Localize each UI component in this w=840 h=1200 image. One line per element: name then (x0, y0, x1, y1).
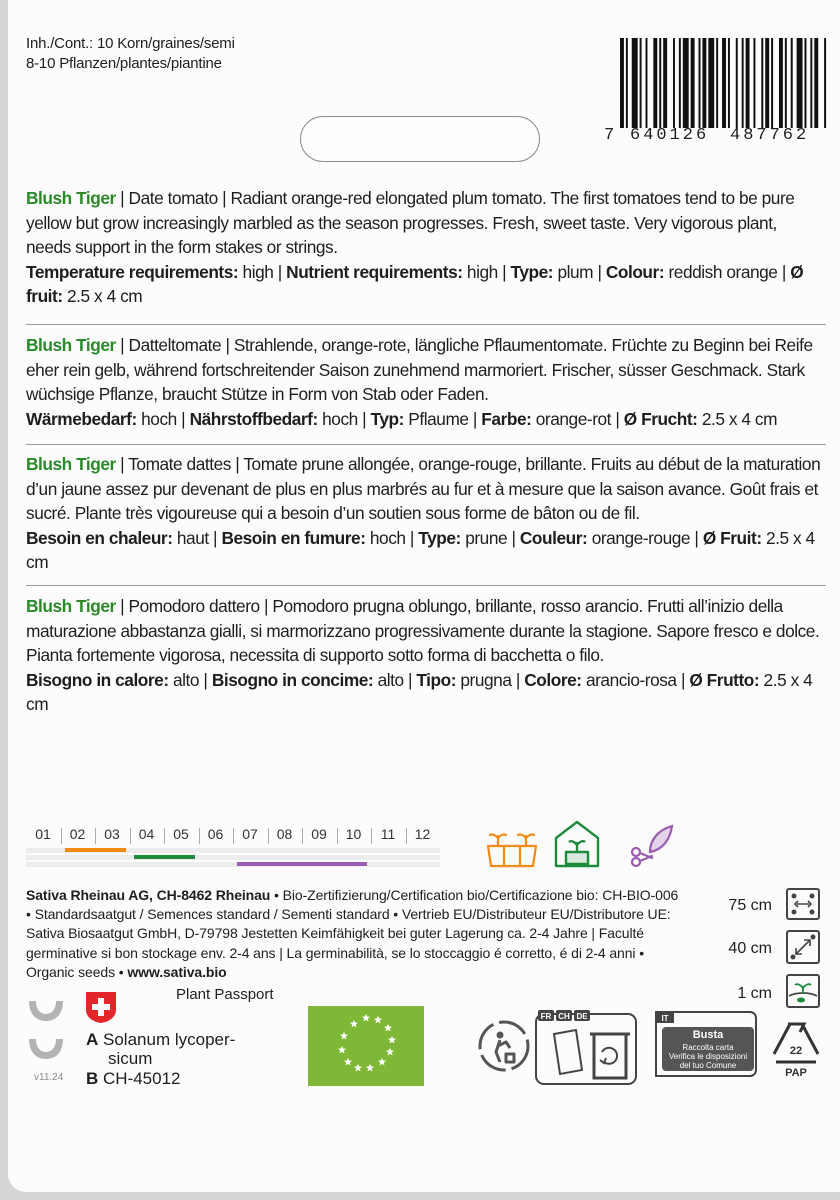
barcode-bar (673, 38, 675, 128)
plant-passport-title: Plant Passport (176, 986, 274, 1003)
barcode-bar (785, 38, 787, 128)
tag-ch-label: CH (558, 1012, 570, 1021)
divider (26, 444, 826, 445)
month-separator (233, 828, 234, 844)
tag-fr-label: FR (540, 1012, 552, 1021)
month-label: 02 (69, 826, 86, 842)
prop-label: Nutrient requirements: (286, 261, 463, 282)
tag-it-label: IT (661, 1014, 669, 1023)
prop-label: Temperature requirements: (26, 261, 239, 282)
month-separator (164, 828, 165, 844)
prop-value: 2.5 x 4 cm (62, 286, 143, 306)
prop-label: Typ: (370, 408, 404, 429)
variety-block-de (26, 333, 826, 431)
barcode-bar (761, 38, 763, 128)
prop-value: Pflaume | (403, 408, 482, 429)
prop-value: orange-rot | (531, 408, 624, 429)
sowing-depth-value: 1 cm (737, 985, 772, 1002)
divider (26, 324, 826, 325)
barcode-bar (653, 38, 657, 128)
sowing-period-bar (65, 848, 126, 852)
barcode-digits (604, 126, 834, 148)
barcode-bar (620, 38, 624, 128)
barcode (620, 38, 830, 128)
barcode-digits-left: 640126 (630, 126, 710, 145)
divider (26, 585, 826, 586)
month-label: 10 (345, 826, 362, 842)
harvest-scissors-icon (628, 822, 676, 868)
prop-label: Ø fruit: (26, 261, 804, 306)
month-label: 08 (276, 826, 293, 842)
barcode-bar (791, 38, 793, 128)
month-label: 11 (380, 826, 396, 842)
barcode-digit-prefix: 7 (604, 126, 618, 145)
barcode-bar (702, 38, 706, 128)
plant-spacing-value: 40 cm (728, 940, 772, 957)
company-text: • Bio-Zertifizierung/Certification bio/Certificazione bio: CH-BIO-006 • Standardsaatgut / Semences standard / Sementi standard • Vertrieb EU/Distributeur EU/Distributore UE: Sativa Biosaatgut GmbH, D-79798 Jestetten Keimfähigkeit bei guter Lagerung ca. 2-4 Jahre | Faculté germinative si bon stockage env. 2-4 ans | La germinabilità, se lo stoccaggio é corretto, é di 2-4 anni • Organic seeds • (26, 887, 679, 980)
prop-label: Wärmebedarf: (26, 408, 137, 429)
prop-value: 2.5 x 4 cm (26, 669, 813, 714)
contents-line-1: Inh./Cont.: 10 Korn/graines/semi (26, 35, 235, 52)
contents-info (26, 34, 235, 74)
barcode-bar (722, 38, 726, 128)
eu-organic-logo-icon (308, 1006, 424, 1086)
company-website: www.sativa.bio (127, 963, 227, 980)
month-label: 12 (414, 826, 431, 842)
barcode-bar (691, 38, 695, 128)
prop-value: alto | (168, 669, 212, 690)
barcode-bar (797, 38, 803, 128)
prop-value: alto | (373, 669, 417, 690)
barcode-bar (814, 38, 818, 128)
barcode-bar (736, 38, 738, 128)
prop-value: haut | (172, 527, 222, 548)
prop-label: Ø Frutto: (689, 669, 760, 690)
barcode-bar (746, 38, 750, 128)
barcode-bar (810, 38, 812, 128)
busta-title: Busta (692, 1029, 724, 1041)
company-name: Sativa Rheinau AG, CH-8462 Rheinau (26, 887, 271, 903)
barcode-bar (824, 38, 826, 128)
tag-de-label: DE (576, 1012, 588, 1021)
prop-label: Nährstoffbedarf: (189, 408, 318, 429)
month-separator (268, 828, 269, 844)
barcode-bar (659, 38, 661, 128)
prop-label: Besoin en chaleur: (26, 527, 173, 548)
barcode-bar (679, 38, 681, 128)
busta-line-2: Verifica le disposizioni (668, 1052, 748, 1061)
contents-line-2: 8-10 Pflanzen/plantes/piantine (26, 55, 222, 72)
passport-symbol-icon (26, 998, 66, 1024)
calendar-track (26, 855, 440, 860)
barcode-bar (632, 38, 638, 128)
variety-description: | Tomate dattes | Tomate prune allongée, orange-rouge, brillante. Fruits au début de la maturation d’un jaune assez pur devenant de plus en plus marbrés au fur et à mesure que la saison avance. Goût frais et sucré. Plante très vigoureuse qui a besoin d’un soutien sous forme de bâton ou de fil. (26, 454, 821, 523)
barcode-bar (626, 38, 628, 128)
prop-label: Type: (418, 527, 461, 548)
passport-line-b (86, 1069, 181, 1089)
prop-value: orange-rouge | (587, 527, 703, 548)
barcode-bar (646, 38, 648, 128)
passport-line-a (86, 1030, 235, 1050)
prop-value: high | (462, 261, 511, 282)
version-label: v11.24 (34, 1072, 64, 1083)
prop-value: high | (238, 261, 287, 282)
recycle-person-icon (476, 1018, 532, 1074)
prop-value: 2.5 x 4 cm (697, 408, 778, 429)
barcode-bar (716, 38, 718, 128)
busta-info-icon (654, 1008, 758, 1078)
prop-value: hoch | (136, 408, 190, 429)
prop-label: Colore: (524, 669, 582, 690)
company-info (26, 886, 680, 982)
barcode-bar (765, 38, 769, 128)
variety-name: Blush Tiger (26, 596, 116, 616)
month-separator (199, 828, 200, 844)
variety-name: Blush Tiger (26, 188, 116, 208)
barcode-bar (683, 38, 689, 128)
busta-line-3: del tuo Comune (679, 1061, 737, 1070)
variety-block-it (26, 594, 826, 717)
barcode-bar (699, 38, 701, 128)
passport-symbol-icon (26, 1036, 66, 1062)
month-label: 03 (104, 826, 120, 842)
passport-letter-b: B (86, 1069, 99, 1088)
prop-value: arancio-rosa | (581, 669, 690, 690)
seedling-trays-icon (484, 826, 540, 870)
greenhouse-icon (552, 818, 602, 870)
prop-value: prugna | (456, 669, 525, 690)
prop-label: Tipo: (416, 669, 457, 690)
prop-label: Type: (510, 261, 554, 282)
variety-block-fr (26, 452, 826, 575)
month-separator (130, 828, 131, 844)
variety-block-en (26, 186, 826, 309)
barcode-bar (804, 38, 806, 128)
growing-calendar (26, 826, 442, 870)
passport-species-cont: sicum (108, 1049, 153, 1068)
barcode-bar (728, 38, 730, 128)
prop-label: Bisogno in calore: (26, 669, 169, 690)
prop-label: Bisogno in concime: (211, 669, 374, 690)
variety-description: | Pomodoro dattero | Pomodoro prugna oblungo, brillante, rosso arancio. Frutti all’inizio della maturazione abbastanza gialli, si marmorizzano progressivamente durante la stagione. Sapore fresco e dolce. Pianta fortemente vigorosa, necessita di supporto sotto forma di bacchetta o filo. (26, 596, 820, 665)
pap-label: PAP (785, 1067, 807, 1079)
plant-spacing-icon (784, 928, 822, 966)
passport-species: Solanum lycoper- (103, 1030, 236, 1049)
barcode-digits-right: 487762 (730, 126, 810, 145)
variety-description: | Datteltomate | Strahlende, orange-rote, längliche Pflaumentomate. Früchte zu Beginn bei Reife eher rein gelb, während fortschreitender Saison zunehmend marmoriert. Frischer, süsser Geschmack. Stark wüchsige Pflanze, braucht Stütze in Form von Stab oder Faden. (26, 335, 813, 404)
prop-label: Couleur: (519, 527, 588, 548)
variety-name: Blush Tiger (26, 335, 116, 355)
barcode-bar (640, 38, 642, 128)
month-label: 07 (242, 826, 258, 842)
harvest-period-bar (237, 862, 367, 866)
pap-recycle-triangle-icon (766, 1018, 826, 1080)
hang-hole (300, 116, 540, 162)
variety-name: Blush Tiger (26, 454, 116, 474)
planting-period-bar (134, 855, 195, 859)
prop-value: 2.5 x 4 cm (26, 527, 815, 572)
month-separator (337, 828, 338, 844)
prop-label: Ø Fruit: (702, 527, 762, 548)
barcode-bar (708, 38, 714, 128)
row-spacing-icon (784, 886, 822, 922)
sowing-depth-icon (784, 972, 822, 1010)
month-label: 04 (138, 826, 155, 842)
month-separator (302, 828, 303, 844)
calendar-track (26, 862, 440, 867)
barcode-bar (742, 38, 744, 128)
sorting-instructions-icon (534, 1008, 644, 1086)
busta-line-1: Raccolta carta (682, 1043, 734, 1052)
passport-code: CH-45012 (103, 1069, 181, 1088)
prop-label: Farbe: (481, 408, 532, 429)
barcode-bar (753, 38, 755, 128)
prop-label: Besoin en fumure: (221, 527, 366, 548)
barcode-bar (779, 38, 783, 128)
row-spacing-value: 75 cm (728, 897, 772, 914)
variety-description: | Date tomato | Radiant orange-red elongated plum tomato. The first tomatoes tend to be pure yellow but grow increasingly marbled as the season progresses. Fresh, sweet taste. Very vigorous plant, needs support in the form stakes or strings. (26, 188, 795, 257)
month-separator (61, 828, 62, 844)
month-label: 01 (35, 826, 51, 842)
month-separator (95, 828, 96, 844)
seed-packet-back (8, 0, 840, 1192)
prop-value: plum | (553, 261, 606, 282)
prop-value: reddish orange | (664, 261, 791, 282)
barcode-bar (771, 38, 773, 128)
month-label: 06 (207, 826, 224, 842)
pap-number: 22 (789, 1045, 803, 1057)
passport-letter-a: A (86, 1030, 99, 1049)
barcode-bar (663, 38, 667, 128)
prop-value: hoch | (317, 408, 371, 429)
prop-label: Colour: (605, 261, 665, 282)
prop-value: prune | (460, 527, 520, 548)
month-label: 09 (311, 826, 327, 842)
month-separator (406, 828, 407, 844)
prop-label: Ø Frucht: (623, 408, 698, 429)
month-label: 05 (173, 826, 189, 842)
prop-value: hoch | (365, 527, 419, 548)
month-separator (371, 828, 372, 844)
swiss-flag-icon (84, 990, 118, 1024)
